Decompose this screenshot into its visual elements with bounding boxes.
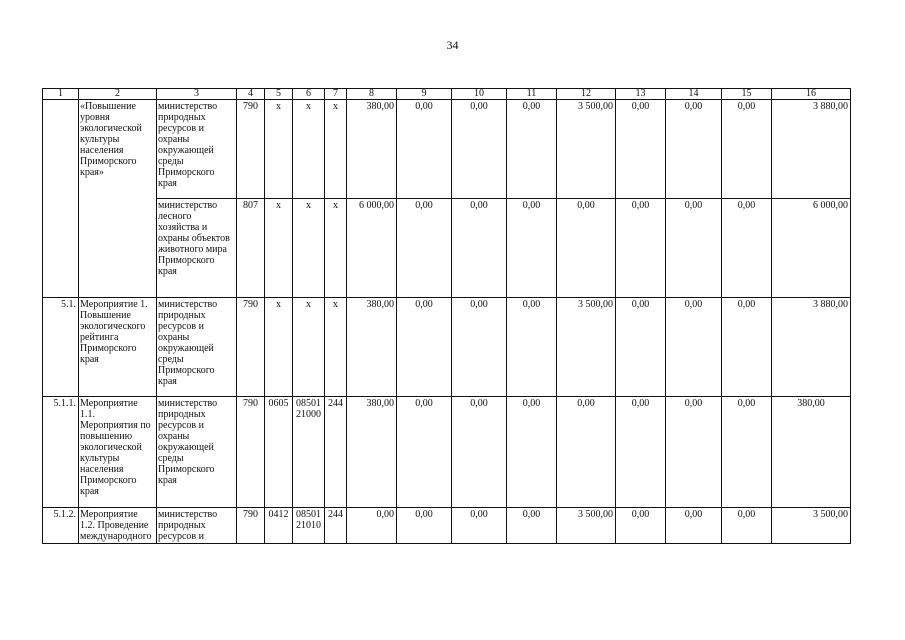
row-grbs: 790 [237,397,265,508]
row-value: 0,00 [722,508,772,544]
row-value: 0,00 [397,199,452,298]
row-grbs: 790 [237,298,265,397]
row-vr: 244 [325,397,347,508]
row-csr: 08501 21010 [293,508,325,544]
column-header: 11 [507,89,557,100]
row-value: 0,00 [452,298,507,397]
row-name: Мероприятие 1.2. Проведение международного [79,508,157,544]
row-value: 0,00 [616,397,666,508]
column-header: 1 [43,89,79,100]
row-name: Мероприятие 1. Повышение экологического рейтинга Приморского края [79,298,157,397]
column-header: 4 [237,89,265,100]
row-value: 6 000,00 [347,199,397,298]
row-agency: министерство природных ресурсов и [157,508,237,544]
row-csr: x [293,100,325,199]
row-vr: 244 [325,508,347,544]
column-header: 5 [265,89,293,100]
row-value: 0,00 [452,199,507,298]
row-value: 0,00 [397,508,452,544]
row-value: 0,00 [666,397,722,508]
row-value: 0,00 [507,199,557,298]
row-vr: x [325,298,347,397]
row-code: 5.1. [43,298,79,397]
row-value: 3 500,00 [557,100,616,199]
row-csr: 08501 21000 [293,397,325,508]
row-rz: x [265,100,293,199]
row-rz: x [265,199,293,298]
row-value: 0,00 [397,397,452,508]
column-header: 7 [325,89,347,100]
column-header: 14 [666,89,722,100]
row-value: 380,00 [347,298,397,397]
row-grbs: 807 [237,199,265,298]
row-value: 3 500,00 [557,298,616,397]
row-agency: министерство лесного хозяйства и охраны объектов животного мира Приморского края [157,199,237,298]
column-header: 8 [347,89,397,100]
row-value: 0,00 [666,100,722,199]
column-header: 6 [293,89,325,100]
row-value: 0,00 [722,397,772,508]
row-vr: x [325,100,347,199]
row-value: 0,00 [616,199,666,298]
row-value: 0,00 [666,508,722,544]
row-value: 0,00 [507,508,557,544]
row-csr: x [293,298,325,397]
row-value: 0,00 [397,100,452,199]
column-header: 15 [722,89,772,100]
row-value: 0,00 [452,397,507,508]
column-header: 9 [397,89,452,100]
row-value: 0,00 [666,199,722,298]
row-value: 0,00 [722,199,772,298]
row-rz: 0412 [265,508,293,544]
column-header: 13 [616,89,666,100]
page-number: 34 [446,38,459,52]
header-row [43,89,851,100]
row-value: 0,00 [507,298,557,397]
row-value: 0,00 [616,298,666,397]
row-grbs: 790 [237,508,265,544]
row-agency: министерство природных ресурсов и охраны окружающей среды Приморского края [157,298,237,397]
column-header: 12 [557,89,616,100]
column-header: 3 [157,89,237,100]
column-header: 10 [452,89,507,100]
row-value: 0,00 [616,100,666,199]
row-grbs: 790 [237,100,265,199]
table-row [43,298,851,397]
row-value: 0,00 [507,100,557,199]
column-header: 2 [79,89,157,100]
row-value: 0,00 [452,508,507,544]
row-name: Мероприятие 1.1. Мероприятия по повышению экологической культуры населения Приморского края [79,397,157,508]
row-value: 0,00 [397,298,452,397]
row-value: 380,00 [772,397,851,508]
budget-table [42,88,851,544]
row-value: 0,00 [666,298,722,397]
row-name: «Повышение уровня экологической культуры населения Приморского края» [79,100,157,298]
row-value: 6 000,00 [772,199,851,298]
row-agency: министерство природных ресурсов и охраны окружающей среды Приморского края [157,100,237,199]
row-agency: министерство природных ресурсов и охраны окружающей среды Приморского края [157,397,237,508]
row-vr: x [325,199,347,298]
row-code: 5.1.1. [43,397,79,508]
row-value: 0,00 [507,397,557,508]
row-value: 0,00 [452,100,507,199]
row-value: 0,00 [557,199,616,298]
row-value: 3 500,00 [772,508,851,544]
row-code: 5.1.2. [43,508,79,544]
row-value: 0,00 [722,100,772,199]
table-row [43,508,851,544]
row-value: 0,00 [347,508,397,544]
row-value: 0,00 [722,298,772,397]
row-value: 380,00 [347,100,397,199]
row-value: 3 880,00 [772,100,851,199]
row-value: 3 500,00 [557,508,616,544]
table-row [43,397,851,508]
row-value: 0,00 [557,397,616,508]
row-rz: 0605 [265,397,293,508]
row-value: 0,00 [616,508,666,544]
row-rz: x [265,298,293,397]
column-header: 16 [772,89,851,100]
row-csr: x [293,199,325,298]
row-code [43,100,79,298]
row-value: 3 880,00 [772,298,851,397]
table-row [43,100,851,199]
table-row [43,199,851,298]
row-value: 380,00 [347,397,397,508]
